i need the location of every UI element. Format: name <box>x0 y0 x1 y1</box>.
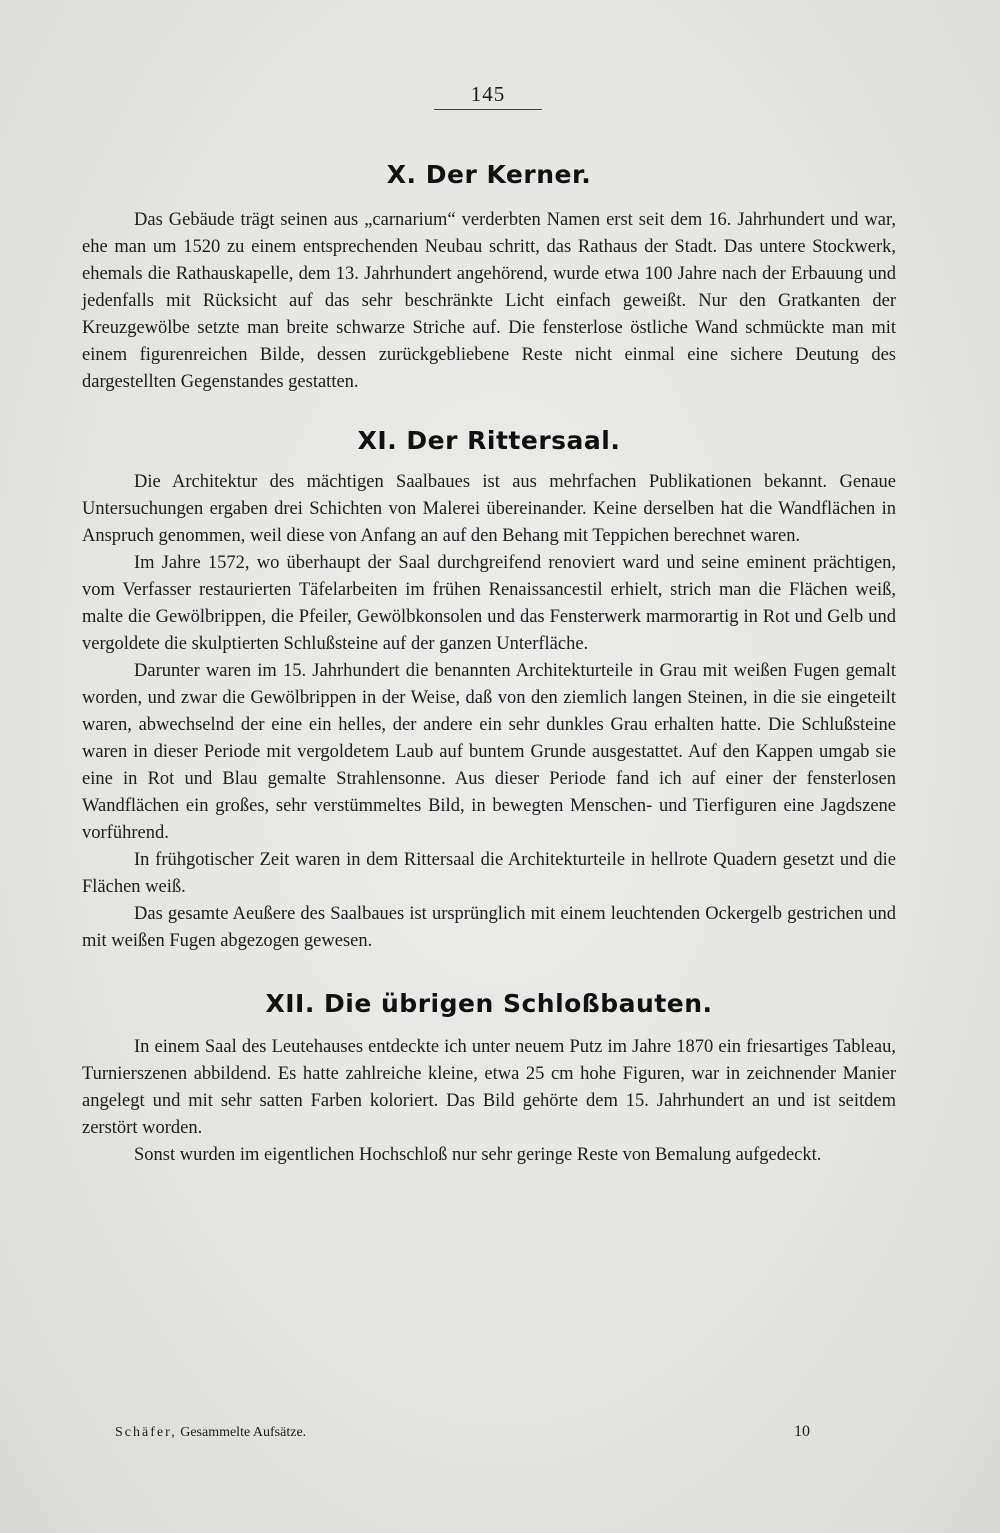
page-footer <box>115 1425 810 1441</box>
paragraph: Das Gebäude trägt seinen aus „carnarium“ verderbten Namen erst seit dem 16. Jahrhundert und war, ehe man um 1520 zu einem entsprechenden Neubau schritt, das Rathaus der Stadt. Das untere Stockwerk, ehemals die Rathauskapelle, dem 13. Jahrhundert angehörend, wurde etwa 100 Jahre nach der Erbauung und jedenfalls mit Rücksicht auf das sehr beschränkte Licht einfach geweißt. Nur den Gratkanten der Kreuzgewölbe setzte man breite schwarze Striche auf. Die fensterlose östliche Wand schmückte man mit einem figurenreichen Bilde, dessen zurückgebliebene Reste nicht einmal eine sichere Deutung des dargestellten Gegenstandes gestatten. <box>82 210 896 392</box>
paragraph: In einem Saal des Leutehauses entdeckte ich unter neuem Putz im Jahre 1870 ein friesartiges Tableau, Turnierszenen abbildend. Es hatte zahlreiche kleine, etwa 25 cm hohe Figuren, war in zeichnender Manier angelegt und mit sehr satten Farben koloriert. Das Bild gehörte dem 15. Jahrhundert an und ist seitdem zerstört worden. <box>82 1037 896 1138</box>
paragraph: Das gesamte Aeußere des Saalbaues ist ursprünglich mit einem leuchtenden Ockergelb gestrichen und mit weißen Fugen abgezogen gewesen. <box>82 904 896 951</box>
footer-book-title: Gesammelte Aufsätze. <box>180 1425 307 1440</box>
section-heading-schlossbauten: XII. Die übrigen Schloßbauten. <box>265 989 713 1018</box>
paragraph: Darunter waren im 15. Jahrhundert die benannten Architekturteile in Grau mit weißen Fugen gemalt worden, und zwar die Gewölbrippen in der Weise, daß von den ziemlich langen Steinen, in die sie eingeteilt waren, abwechselnd der eine ein helles, der andere ein sehr dunkles Grau erhalten hatte. Die Schlußsteine waren in dieser Periode mit vergoldetem Laub auf buntem Grunde ausgestattet. Auf den Kappen umgab sie eine in Rot und Blau gemalte Strahlensonne. Aus dieser Periode fand ich auf einer der fensterlosen Wandflächen ein großes, sehr verstümmeltes Bild, in bewegten Menschen- und Tierfiguren eine Jagdszene vorführend. <box>82 661 896 843</box>
paragraph: Sonst wurden im eigentlichen Hochschloß nur sehr geringe Reste von Bemalung aufgedeckt. <box>134 1145 822 1165</box>
page-body <box>82 140 896 1169</box>
signature-mark: 10 <box>794 1423 810 1440</box>
page-number: 145 <box>434 82 542 110</box>
paragraph: Die Architektur des mächtigen Saalbaues ist aus mehrfachen Publikationen bekannt. Genaue Untersuchungen ergaben drei Schichten von Malerei übereinander. Keine derselben hat die Wandflächen in Anspruch genommen, weil diese von Anfang an auf den Behang mit Teppichen berechnet waren. <box>82 472 896 546</box>
footer-author: Schäfer, <box>115 1425 177 1440</box>
paragraph: In frühgotischer Zeit waren in dem Rittersaal die Architekturteile in hellrote Quadern gesetzt und die Flächen weiß. <box>82 850 896 897</box>
section-heading-rittersaal: XI. Der Rittersaal. <box>357 426 621 455</box>
section-heading-kerner: X. Der Kerner. <box>386 160 592 189</box>
paragraph: Im Jahre 1572, wo überhaupt der Saal durchgreifend renoviert ward und seine eminent prächtigen, vom Verfasser restaurierten Täfelarbeiten im frühen Renaissancestil erhielt, strich man die Flächen weiß, malte die Gewölbrippen, die Pfeiler, Gewölbkonsolen und das Fensterwerk marmorartig in Rot und Gelb und vergoldete die skulptierten Schlußsteine auf der ganzen Unterfläche. <box>82 553 896 654</box>
